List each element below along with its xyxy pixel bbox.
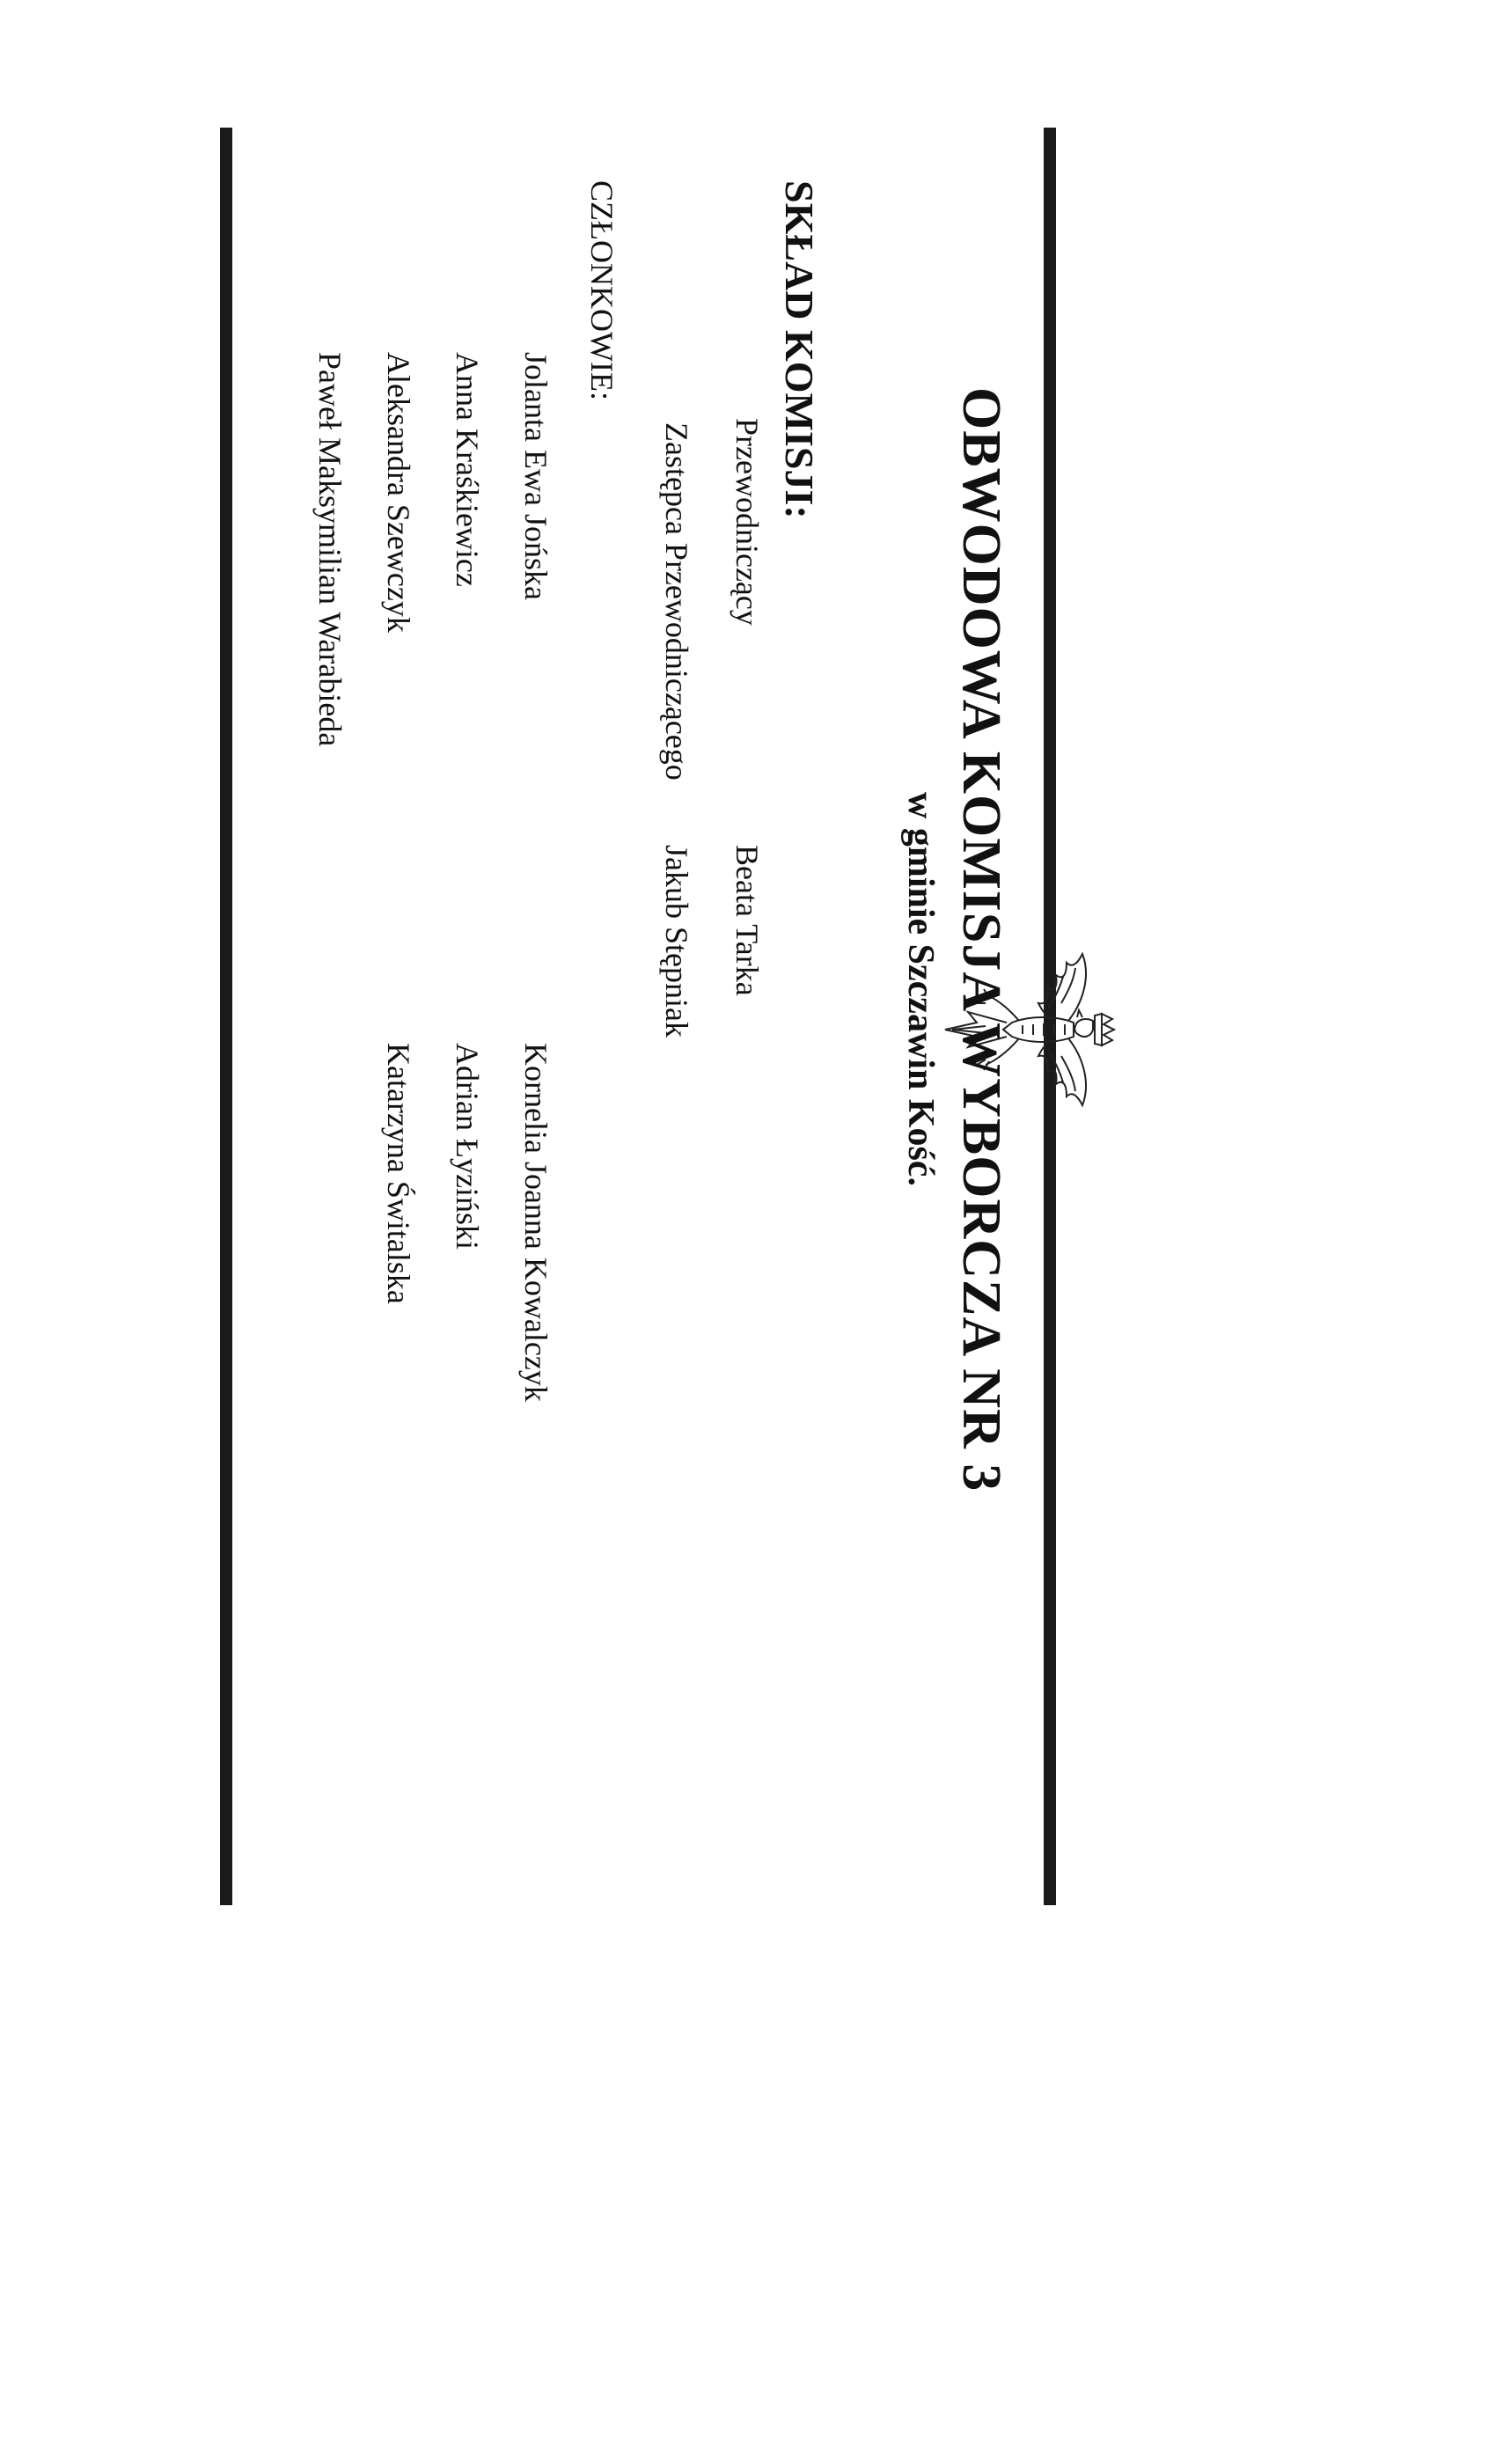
section-heading: SKŁAD KOMISJI: — [777, 180, 822, 519]
member-name: Adrian Łyziński — [450, 1043, 485, 1250]
document-title: OBWODOWA KOMISJA WYBORCZA NR 3 — [951, 387, 1011, 1492]
deputy-label: Zastępca Przewodniczącego — [659, 422, 694, 781]
member-name: Kornelia Joanna Kowalczyk — [518, 1043, 554, 1402]
members-list-left — [280, 352, 554, 746]
chair-name: Beata Tarka — [730, 845, 765, 996]
deputy-name: Jakub Stępniak — [659, 845, 694, 1038]
members-label: CZŁONKOWIE: — [584, 180, 620, 400]
member-name: Aleksandra Szewczyk — [381, 352, 416, 633]
member-name: Paweł Maksymilian Warabieda — [312, 352, 348, 747]
members-list-right — [348, 1043, 554, 1402]
member-name: Anna Kraśkiewicz — [450, 352, 485, 587]
member-name: Jolanta Ewa Jońska — [518, 352, 554, 600]
document-subtitle: w gminie Szczawin Kość. — [900, 792, 941, 1186]
member-name: Katarzyna Świtalska — [381, 1043, 416, 1304]
bottom-rule — [220, 128, 232, 1905]
chair-label: Przewodniczący — [730, 418, 765, 626]
